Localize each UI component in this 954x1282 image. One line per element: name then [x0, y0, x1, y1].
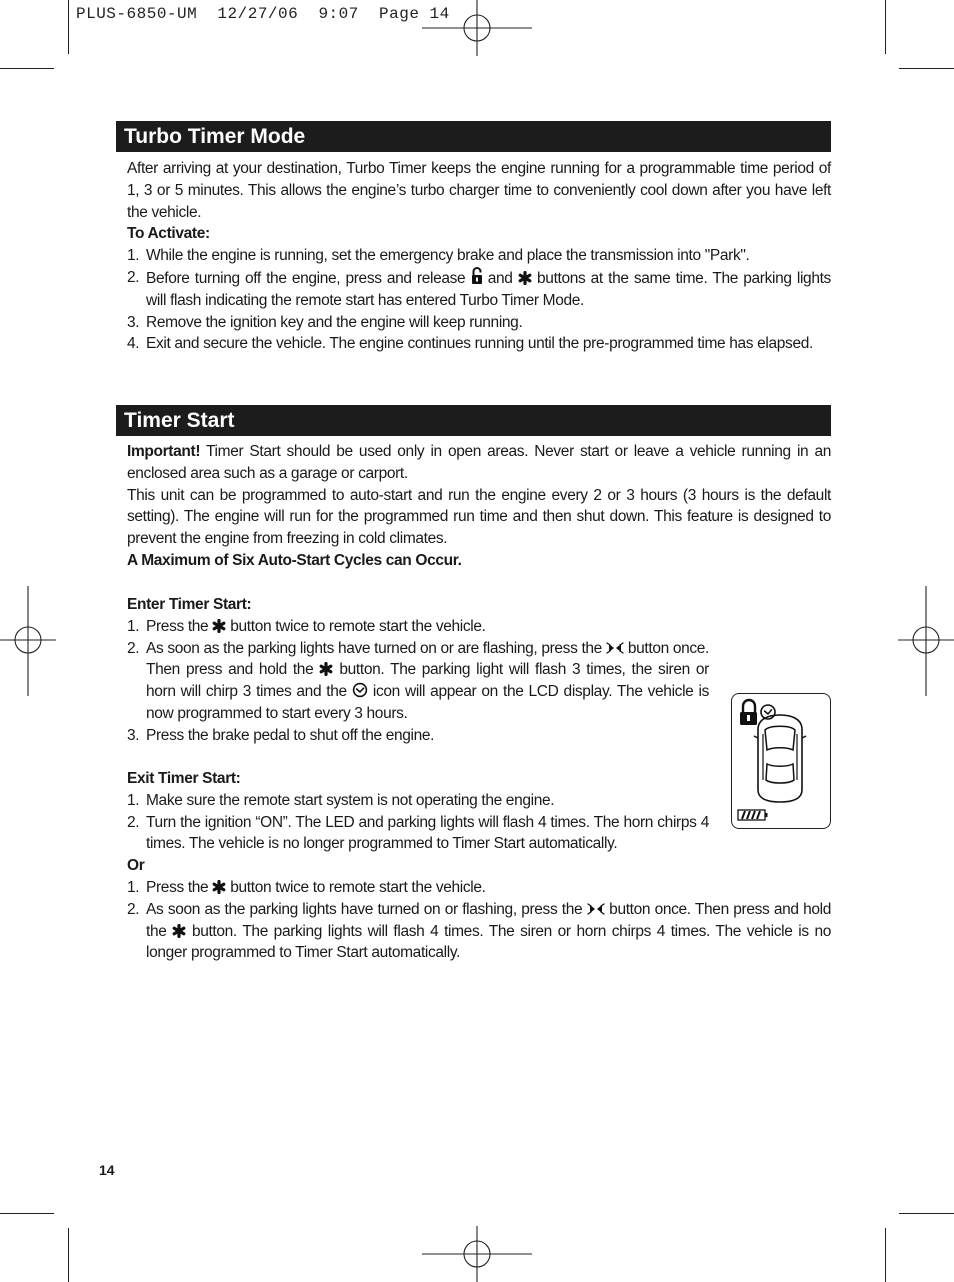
crop-mark — [899, 1213, 954, 1214]
max-cycles-note: A Maximum of Six Auto-Start Cycles can Occur. — [127, 551, 462, 569]
parking-lights-icon — [606, 641, 624, 655]
section-title: Timer Start — [124, 409, 235, 432]
registration-mark-icon — [898, 586, 954, 696]
list-item: 1. Press the button twice to remote start the vehicle. — [127, 617, 486, 635]
exit-timer-start-body — [127, 768, 831, 964]
turbo-section-body — [127, 158, 831, 355]
section-heading-turbo-timer — [116, 121, 831, 152]
list-item: 1. While the engine is running, set the emergency brake and place the transmission into "Park". — [127, 247, 750, 265]
asterisk-start-icon — [319, 662, 333, 676]
to-activate-label: To Activate: — [127, 225, 210, 243]
crop-mark — [0, 68, 54, 69]
asterisk-start-icon — [518, 271, 532, 285]
registration-mark-icon — [0, 586, 56, 696]
timer-intro-body — [127, 441, 831, 572]
registration-mark-icon — [420, 1226, 532, 1282]
asterisk-start-icon — [212, 619, 226, 633]
enter-timer-heading: Enter Timer Start: — [127, 596, 252, 613]
crop-mark — [899, 68, 954, 69]
list-item: 2. Turn the ignition “ON”. The LED and parking lights will flash 4 times. The horn chirps 4 times. The vehicle is no longer programmed to Timer Start automatically. — [127, 813, 709, 853]
exit-timer-heading: Exit Timer Start: — [127, 770, 241, 787]
list-item: 2. Before turning off the engine, press and release and buttons at the same time. The parking lights will flash indicating the remote start has entered Turbo Timer Mode. — [127, 268, 831, 309]
parking-lights-icon — [587, 902, 605, 916]
list-item: 3. Remove the ignition key and the engine will keep running. — [127, 313, 523, 331]
enter-timer-start-body — [127, 594, 831, 747]
crop-mark — [885, 1228, 886, 1282]
page-number: 14 — [99, 1162, 115, 1178]
crop-mark — [68, 0, 69, 54]
list-item: 1. Make sure the remote start system is not operating the engine. — [127, 791, 555, 809]
list-item: 2. As soon as the parking lights have turned on or are flashing, press the button once. Then press and hold the button. The parking light will flash 3 times, the siren or horn will chirp 3 times and the icon will appear on the LCD display. The vehicle is now programmed to start every 3 hours. — [127, 639, 710, 722]
timer-paragraph: This unit can be programmed to auto-start and run the engine every 2 or 3 hours (3 hours is the default setting). The engine will run for the programmed run time and then shut down. This feature is designed to prevent the engine from freezing in cold climates. — [127, 486, 831, 548]
important-text: Timer Start should be used only in open areas. Never start or leave a vehicle running in an enclosed area such as a garage or carport. — [127, 443, 831, 482]
lcd-display-illustration — [731, 693, 831, 829]
turbo-intro: After arriving at your destination, Turbo Timer keeps the engine running for a programmable time period of 1, 3 or 5 minutes. This allows the engine’s turbo charger time to conveniently cool down after you have left the vehicle. — [127, 160, 831, 221]
section-title: Turbo Timer Mode — [124, 125, 306, 148]
list-item: 2. As soon as the parking lights have turned on or flashing, press the button once. Then press and hold the button. The parking lights will flash 4 times. The siren or horn chirps 4 times. The vehicle is no longer programmed to Timer Start automatically. — [127, 900, 831, 962]
clock-icon — [352, 682, 368, 698]
list-item: 4. Exit and secure the vehicle. The engine continues running until the pre-programmed time has elapsed. — [127, 335, 813, 353]
or-label: Or — [127, 857, 145, 875]
registration-mark-icon — [420, 0, 532, 56]
print-slug: PLUS-6850-UM 12/27/06 9:07 Page 14 — [76, 5, 450, 23]
crop-mark — [885, 0, 886, 54]
crop-mark — [0, 1213, 54, 1214]
lcd-display-car-icon — [732, 694, 829, 827]
list-item: 3. Press the brake pedal to shut off the engine. — [127, 726, 435, 744]
list-item: 1. Press the button twice to remote start the vehicle. — [127, 878, 486, 896]
asterisk-start-icon — [212, 880, 226, 894]
asterisk-start-icon — [172, 924, 186, 938]
unlock-icon — [471, 267, 483, 285]
important-label: Important! — [127, 443, 201, 460]
crop-mark — [68, 1228, 69, 1282]
section-heading-timer-start — [116, 405, 831, 436]
